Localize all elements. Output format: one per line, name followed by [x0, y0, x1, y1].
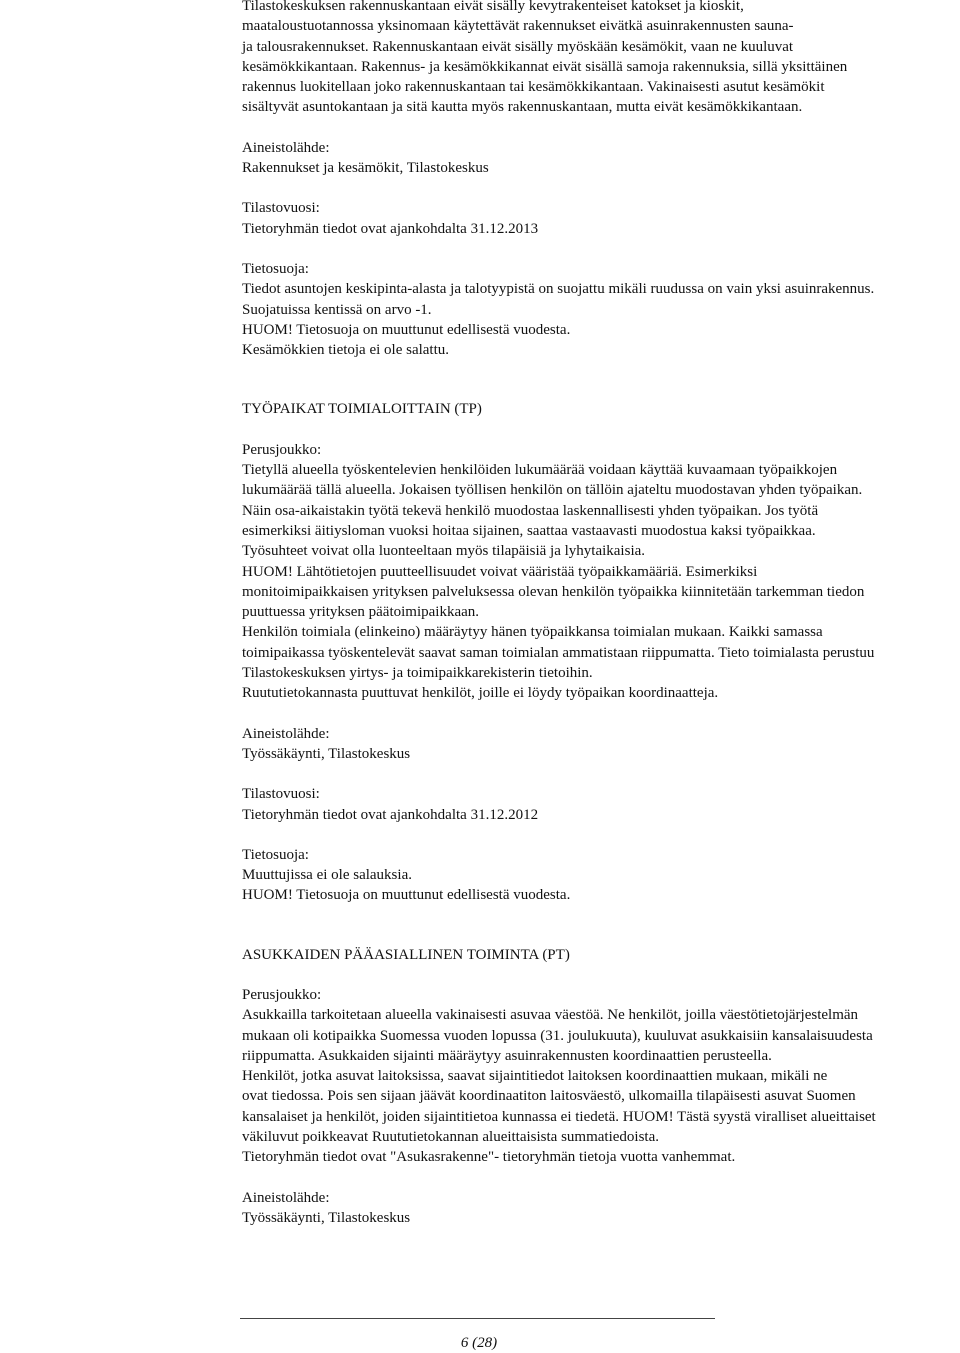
population-label: Perusjoukko:	[242, 441, 322, 458]
year-label: Tilastovuosi:	[242, 786, 320, 803]
text-line: Tietoryhmän tiedot ovat "Asukasrakenne"- tietoryhmän tietoja vuotta vanhemmat.	[242, 1149, 736, 1166]
source-value: Työssäkäynti, Tilastokeskus	[242, 745, 411, 762]
text-line: toimipaikassa työskentelevät saavat saman toimialan ammatistaan riippumatta. Tieto toimialasta perustuu	[242, 644, 875, 661]
section-heading-tp: TYÖPAIKAT TOIMIALOITTAIN (TP)	[242, 401, 482, 418]
page-footer	[0, 1333, 960, 1353]
privacy-block	[242, 259, 958, 360]
text-line: Suojatuissa kentissä on arvo -1.	[242, 301, 432, 318]
source-label: Aineistolähde:	[242, 1189, 330, 1206]
year-value: Tietoryhmän tiedot ovat ajankohdalta 31.12.2013	[242, 220, 539, 237]
text-line: Asukkailla tarkoitetaan alueella vakinaisesti asuvaa väestöä. Ne henkilöt, joilla väestötietojärjestelmän	[242, 1007, 859, 1024]
privacy-label: Tietosuoja:	[242, 846, 309, 863]
text-line: Työsuhteet voivat olla luonteeltaan myös tilapäisiä ja lyhytaikaisia.	[242, 543, 646, 560]
text-line: HUOM! Tietosuoja on muuttunut edellisestä vuodesta.	[242, 321, 571, 338]
text-line: lukumäärää tällä alueella. Jokaisen työllisen henkilön on tällöin ajateltu muodostavan yhden työpaikan.	[242, 482, 863, 499]
text-line: HUOM! Tietosuoja on muuttunut edellisestä vuodesta.	[242, 887, 571, 904]
year-value: Tietoryhmän tiedot ovat ajankohdalta 31.12.2012	[242, 806, 539, 823]
section-heading-pt: ASUKKAIDEN PÄÄASIALLINEN TOIMINTA (PT)	[242, 946, 570, 963]
text-line: HUOM! Lähtötietojen puutteellisuudet voivat vääristää työpaikkamääriä. Esimerkiksi	[242, 563, 758, 580]
text-line: Tiedot asuntojen keskipinta-alasta ja talotyypistä on suojattu mikäli ruudussa on vain yksi asuinrakennus.	[242, 281, 875, 298]
text-line: Kesämökkien tietoja ei ole salattu.	[242, 342, 450, 359]
source-value: Työssäkäynti, Tilastokeskus	[242, 1209, 411, 1226]
text-line: puuttuessa yrityksen päätoimipaikkaan.	[242, 604, 480, 621]
text-line: maataloustuotannossa yksinomaan käytettävät rakennukset eivätkä asuinrakennusten sauna-	[242, 18, 794, 35]
source-label: Aineistolähde:	[242, 725, 330, 742]
text-line: Tilastokeskuksen rakennuskantaan eivät sisälly kevytrakenteiset katokset ja kioskit,	[242, 0, 744, 14]
text-line: Henkilöt, jotka asuvat laitoksissa, saavat sijaintitiedot laitoksen koordinaattien mukaan, mikäli ne	[242, 1068, 828, 1085]
intro-paragraph	[242, 0, 958, 118]
text-line: Henkilön toimiala (elinkeino) määräytyy hänen työpaikkansa toimialan mukaan. Kaikki samassa	[242, 624, 823, 641]
text-line: esimerkiksi äitiysloman vuoksi hoitaa sijainen, saattaa vastaavasti muodostua kaksi työpaikkaa.	[242, 522, 816, 539]
text-line: väkiluvut poikkeavat Ruututietokannan alueittaisista summatiedoista.	[242, 1129, 659, 1146]
tp-population-block	[242, 440, 958, 704]
text-line: rakennus luokitellaan joko rakennuskantaan tai kesämökkikantaan. Vakinaisesti asutut kesämökit	[242, 79, 825, 96]
text-line: Näin osa-aikaistakin työtä tekevä henkilö muodostaa laskennallisesti yhden työpaikan. Jos työtä	[242, 502, 819, 519]
tp-privacy-block	[242, 845, 958, 906]
footer-divider	[240, 1318, 715, 1319]
text-line: riippumatta. Asukkaiden sijainti määräytyy asuinrakennusten koordinaattien perusteella.	[242, 1047, 772, 1064]
text-line: kansalaiset ja henkilöt, joiden sijaintitietoa kunnassa ei tiedetä. HUOM! Tästä syystä viralliset alueittaiset	[242, 1108, 876, 1125]
text-line: kesämökkikantaan. Rakennus- ja kesämökkikannat eivät sisällä samoja rakennuksia, sillä yksittäinen	[242, 58, 848, 75]
year-label: Tilastovuosi:	[242, 200, 320, 217]
document-page	[242, 0, 958, 1228]
text-line: mukaan oli kotipaikka Suomessa vuoden lopussa (31. joulukuuta), kuuluvat asukkaisiin kansalaisuudesta	[242, 1027, 873, 1044]
text-line: Tilastokeskuksen yirtys- ja toimipaikkarekisterin tietoihin.	[242, 665, 593, 682]
page-number: 6 (28)	[460, 1335, 498, 1351]
text-line: ja talousrakennukset. Rakennuskantaan eivät sisälly myöskään kesämökit, vaan ne kuuluvat	[242, 38, 794, 55]
privacy-label: Tietosuoja:	[242, 260, 309, 277]
text-line: Muuttujissa ei ole salauksia.	[242, 867, 412, 884]
source-label: Aineistolähde:	[242, 139, 330, 156]
text-line: Tietyllä alueella työskentelevien henkilöiden lukumäärää voidaan käyttää kuvaamaan työpaikkojen	[242, 462, 838, 479]
population-label: Perusjoukko:	[242, 986, 322, 1003]
text-line: Ruututietokannasta puuttuvat henkilöt, joille ei löydy työpaikan koordinaatteja.	[242, 685, 719, 702]
text-line: ovat tiedossa. Pois sen sijaan jäävät koordinaatiton laitosväestö, ulkomailla tilapäisesti asuvat Suomen	[242, 1088, 856, 1105]
text-line: sisältyvät asuntokantaan ja sitä kautta myös rakennuskantaan, mutta eivät kesämökkikantaan.	[242, 99, 803, 116]
text-line: monitoimipaikkaisen yrityksen palveluksessa olevan henkilön työpaikka kiinnitetään tarkemman tiedon	[242, 583, 865, 600]
pt-population-block	[242, 985, 958, 1168]
source-value: Rakennukset ja kesämökit, Tilastokeskus	[242, 160, 489, 177]
